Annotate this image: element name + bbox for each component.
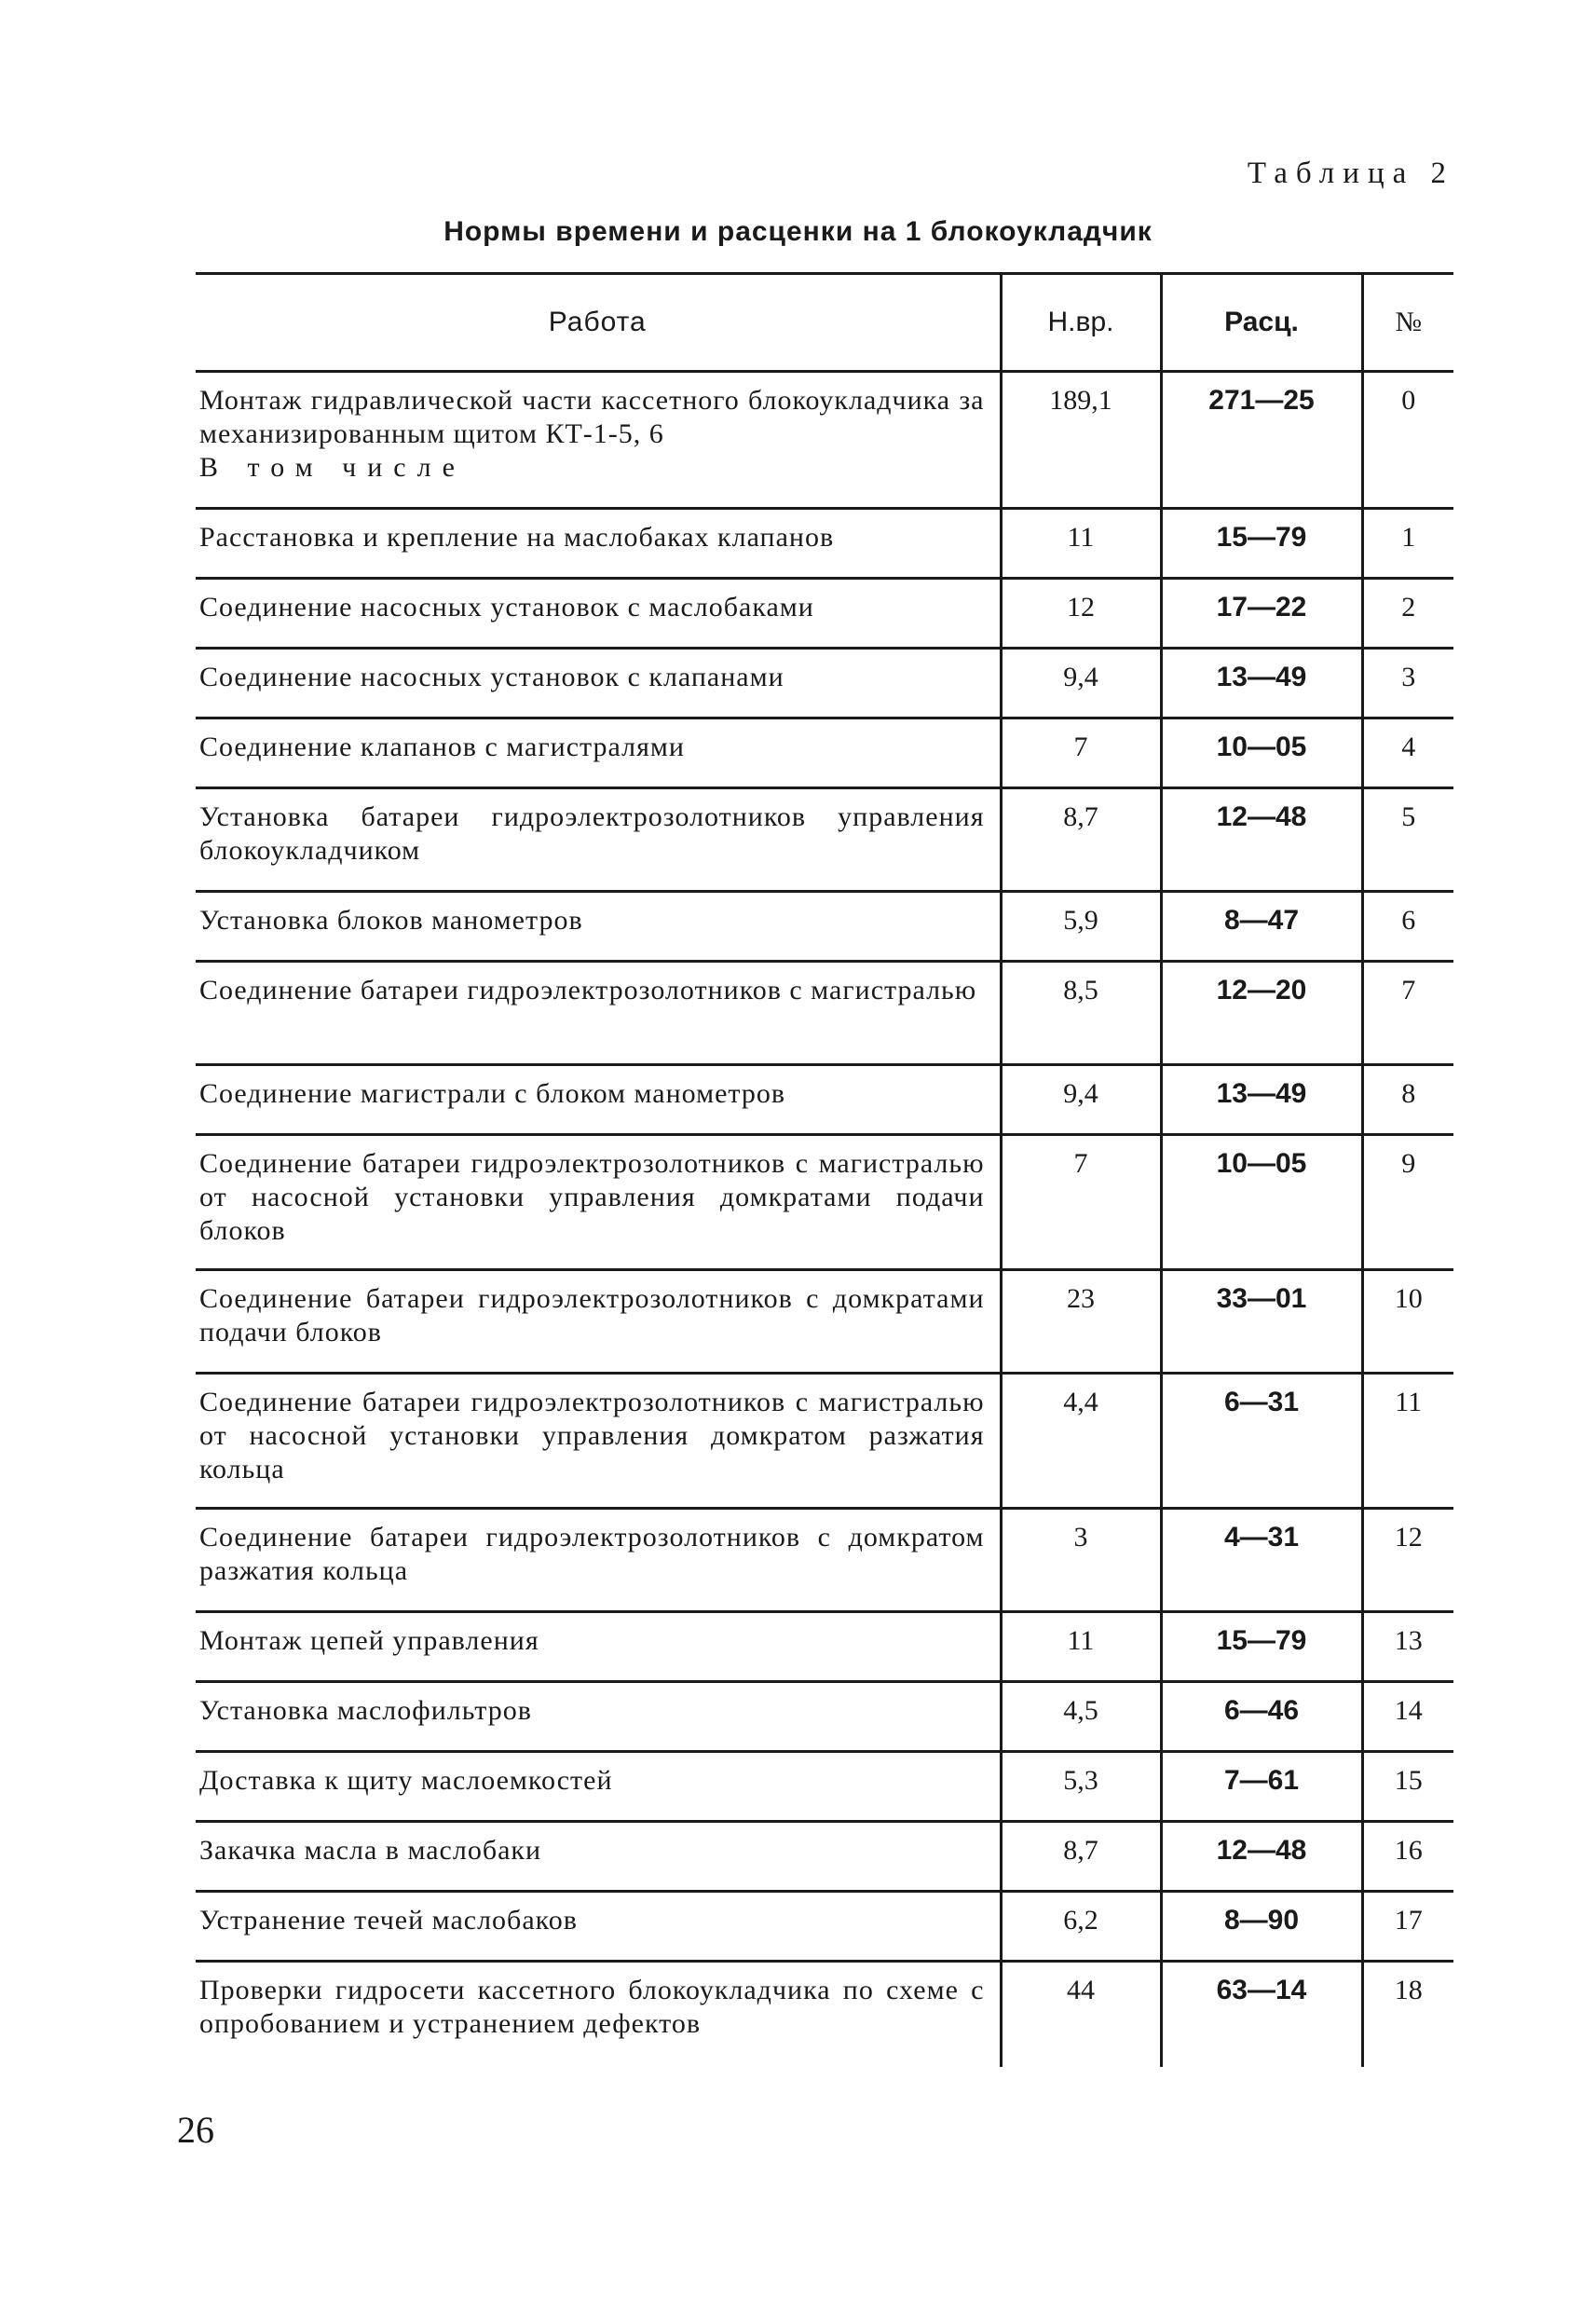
table-row (196, 509, 1453, 579)
work-cell: Соединение магистрали с блоком манометров (196, 1065, 1001, 1135)
table-row (196, 372, 1453, 509)
row-number-cell: 9 (1362, 1135, 1453, 1270)
time-norm-cell: 5,3 (1001, 1752, 1161, 1822)
work-cell: Соединение батареи гидроэлектрозолотников с магистралью (196, 962, 1001, 1065)
time-norm-cell: 6,2 (1001, 1892, 1161, 1962)
table-row (196, 1065, 1453, 1135)
work-cell: Соединение насосных установок с маслобаками (196, 579, 1001, 649)
table-row (196, 1962, 1453, 2068)
time-norm-cell: 9,4 (1001, 1065, 1161, 1135)
work-cell: Соединение батареи гидроэлектрозолотников с домкратами подачи блоков (196, 1270, 1001, 1374)
work-cell: Установка блоков манометров (196, 892, 1001, 962)
table-row (196, 718, 1453, 788)
time-norm-cell: 12 (1001, 579, 1161, 649)
work-cell: Соединение батареи гидроэлектрозолотников с магистралью от насосной установки управления домкратами подачи блоков (196, 1135, 1001, 1270)
time-norm-cell: 11 (1001, 509, 1161, 579)
rate-cell: 7—61 (1161, 1752, 1362, 1822)
row-number-cell: 8 (1362, 1065, 1453, 1135)
table-row (196, 962, 1453, 1065)
work-cell: Соединение батареи гидроэлектрозолотников с домкратом разжатия кольца (196, 1509, 1001, 1612)
work-cell: Расстановка и крепление на маслобаках клапанов (196, 509, 1001, 579)
work-cell (196, 372, 1001, 509)
work-cell: Монтаж цепей управления (196, 1612, 1001, 1682)
row-number-cell: 17 (1362, 1892, 1453, 1962)
time-norm-cell: 44 (1001, 1962, 1161, 2068)
time-norm-cell: 23 (1001, 1270, 1161, 1374)
time-norm-cell: 8,7 (1001, 1822, 1161, 1892)
table-header-row (196, 274, 1453, 372)
work-cell: Устранение течей маслобаков (196, 1892, 1001, 1962)
table-row (196, 788, 1453, 892)
work-cell: Соединение насосных установок с клапанами (196, 649, 1001, 718)
table-row (196, 579, 1453, 649)
table-row (196, 1752, 1453, 1822)
row-number-cell: 3 (1362, 649, 1453, 718)
rate-cell: 4—31 (1161, 1509, 1362, 1612)
rate-cell: 6—31 (1161, 1374, 1362, 1509)
row-number-cell: 6 (1362, 892, 1453, 962)
time-norm-cell: 7 (1001, 1135, 1161, 1270)
work-text: Монтаж гидравлической части кассетного блокоукладчика за механизированным щитом КТ-1-5, 6 (199, 385, 985, 449)
row-number-cell: 7 (1362, 962, 1453, 1065)
sub-note: В том числе (199, 452, 466, 483)
table-row (196, 1822, 1453, 1892)
rate-cell: 12—20 (1161, 962, 1362, 1065)
time-norm-cell: 189,1 (1001, 372, 1161, 509)
time-norm-cell: 3 (1001, 1509, 1161, 1612)
rate-cell: 33—01 (1161, 1270, 1362, 1374)
table-row (196, 892, 1453, 962)
work-cell: Проверки гидросети кассетного блокоукладчика по схеме с опробованием и устранением дефектов (196, 1962, 1001, 2068)
time-norm-cell: 4,5 (1001, 1682, 1161, 1752)
table-row (196, 1270, 1453, 1374)
time-norm-cell: 8,7 (1001, 788, 1161, 892)
rate-cell: 8—47 (1161, 892, 1362, 962)
work-cell: Закачка масла в маслобаки (196, 1822, 1001, 1892)
table-caption: Нормы времени и расценки на 1 блокоукладчик (443, 216, 1153, 247)
row-number-cell: 2 (1362, 579, 1453, 649)
table-row (196, 1374, 1453, 1509)
row-number-cell: 0 (1362, 372, 1453, 509)
table-row (196, 1135, 1453, 1270)
row-number-cell: 10 (1362, 1270, 1453, 1374)
rate-cell: 63—14 (1161, 1962, 1362, 2068)
page-number: 26 (177, 2109, 214, 2151)
rate-cell: 271—25 (1161, 372, 1362, 509)
rate-cell: 12—48 (1161, 1822, 1362, 1892)
table-row (196, 1612, 1453, 1682)
rate-cell: 13—49 (1161, 1065, 1362, 1135)
rate-cell: 17—22 (1161, 579, 1362, 649)
rate-cell: 13—49 (1161, 649, 1362, 718)
time-norm-cell: 9,4 (1001, 649, 1161, 718)
row-number-cell: 11 (1362, 1374, 1453, 1509)
work-cell: Соединение клапанов с магистралями (196, 718, 1001, 788)
rate-cell: 8—90 (1161, 1892, 1362, 1962)
rate-cell: 10—05 (1161, 718, 1362, 788)
rate-cell: 6—46 (1161, 1682, 1362, 1752)
time-norm-cell: 11 (1001, 1612, 1161, 1682)
row-number-cell: 16 (1362, 1822, 1453, 1892)
rate-cell: 10—05 (1161, 1135, 1362, 1270)
row-number-cell: 14 (1362, 1682, 1453, 1752)
column-header-number: № (1362, 274, 1453, 372)
work-cell: Соединение батареи гидроэлектрозолотников с магистралью от насосной установки управления домкратом разжатия кольца (196, 1374, 1001, 1509)
row-number-cell: 12 (1362, 1509, 1453, 1612)
table-row (196, 649, 1453, 718)
work-cell: Установка маслофильтров (196, 1682, 1001, 1752)
rate-cell: 12—48 (1161, 788, 1362, 892)
row-number-cell: 1 (1362, 509, 1453, 579)
rate-cell: 15—79 (1161, 509, 1362, 579)
row-number-cell: 5 (1362, 788, 1453, 892)
work-cell: Установка батареи гидроэлектрозолотников управления блокоукладчиком (196, 788, 1001, 892)
row-number-cell: 15 (1362, 1752, 1453, 1822)
time-norm-cell: 8,5 (1001, 962, 1161, 1065)
table-row (196, 1892, 1453, 1962)
row-number-cell: 13 (1362, 1612, 1453, 1682)
time-norm-cell: 5,9 (1001, 892, 1161, 962)
column-header-rate: Расц. (1161, 274, 1362, 372)
row-number-cell: 4 (1362, 718, 1453, 788)
time-norm-cell: 7 (1001, 718, 1161, 788)
rate-cell: 15—79 (1161, 1612, 1362, 1682)
work-cell: Доставка к щиту маслоемкостей (196, 1752, 1001, 1822)
table-label: Таблица 2 (1247, 157, 1454, 190)
table-row (196, 1509, 1453, 1612)
table-row (196, 1682, 1453, 1752)
row-number-cell: 18 (1362, 1962, 1453, 2068)
time-norm-cell: 4,4 (1001, 1374, 1161, 1509)
column-header-time: Н.вр. (1001, 274, 1161, 372)
column-header-work: Работа (196, 274, 1001, 372)
norms-table (196, 272, 1453, 2067)
